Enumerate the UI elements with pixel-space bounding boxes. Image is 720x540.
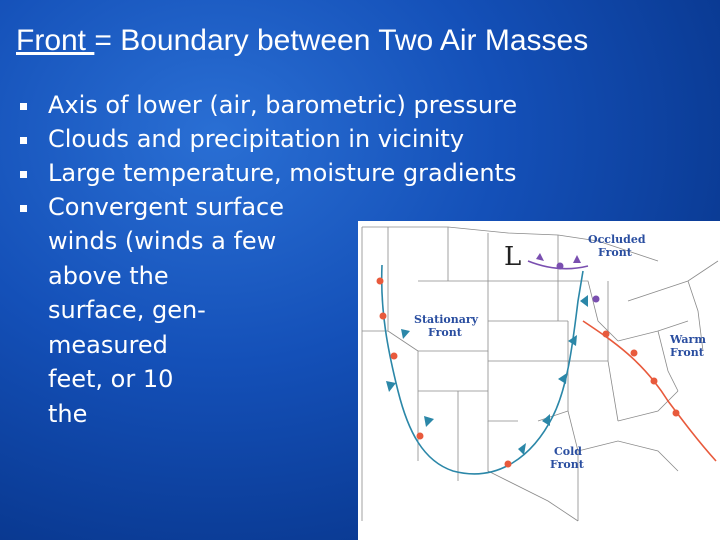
warm-front-label: Warm	[670, 333, 706, 346]
title-term: Front	[16, 24, 95, 57]
bullet-item	[20, 122, 517, 156]
square-bullet-icon	[20, 137, 27, 144]
title-rest: = Boundary between Two Air Masses	[94, 24, 589, 57]
stationary-front-dot	[505, 461, 512, 468]
bullet-continuation-line: the	[48, 399, 88, 428]
slide-title	[16, 24, 588, 58]
weather-front-map	[358, 221, 720, 540]
stationary-front-dot	[417, 433, 424, 440]
square-bullet-icon	[20, 171, 27, 178]
map-background	[358, 221, 720, 540]
stationary-front-label: Stationary	[414, 313, 479, 326]
bullet-continuation-line: above the	[48, 261, 169, 290]
warm-front-label: Front	[670, 346, 704, 359]
warm-front-dot	[603, 331, 610, 338]
occluded-front-label: Occluded	[588, 233, 646, 246]
bullet-continuation-line: winds (winds a few	[48, 227, 277, 255]
stationary-front-label: Front	[428, 326, 462, 339]
bullet-continuation-line: feet, or 10	[48, 365, 174, 393]
occluded-front-label: Front	[598, 246, 632, 259]
occluded-front-dot	[593, 296, 600, 303]
square-bullet-icon	[20, 103, 27, 110]
bullet-text: Axis of lower (air, barometric) pressure	[48, 91, 518, 119]
warm-front-dot	[673, 410, 680, 417]
bullet-continuation-line: surface, gen-	[48, 296, 206, 324]
cold-front-label: Front	[550, 458, 584, 471]
warm-front-dot	[651, 378, 658, 385]
warm-front-dot	[631, 350, 638, 357]
square-bullet-icon	[20, 205, 27, 212]
cold-front-label: Cold	[554, 445, 582, 458]
stationary-front-dot	[377, 278, 384, 285]
occluded-front-dot	[557, 263, 564, 270]
bullet-text: Clouds and precipitation in vicinity	[48, 125, 465, 153]
bullet-item	[20, 156, 517, 190]
bullet-text: Convergent surface	[48, 193, 285, 221]
stationary-front-dot	[391, 353, 398, 360]
stationary-front-dot	[380, 313, 387, 320]
bullet-continuation-line: measured	[48, 330, 168, 359]
bullet-text: Large temperature, moisture gradients	[48, 159, 517, 187]
low-pressure-symbol: L	[504, 242, 522, 272]
bullet-item	[20, 88, 517, 122]
